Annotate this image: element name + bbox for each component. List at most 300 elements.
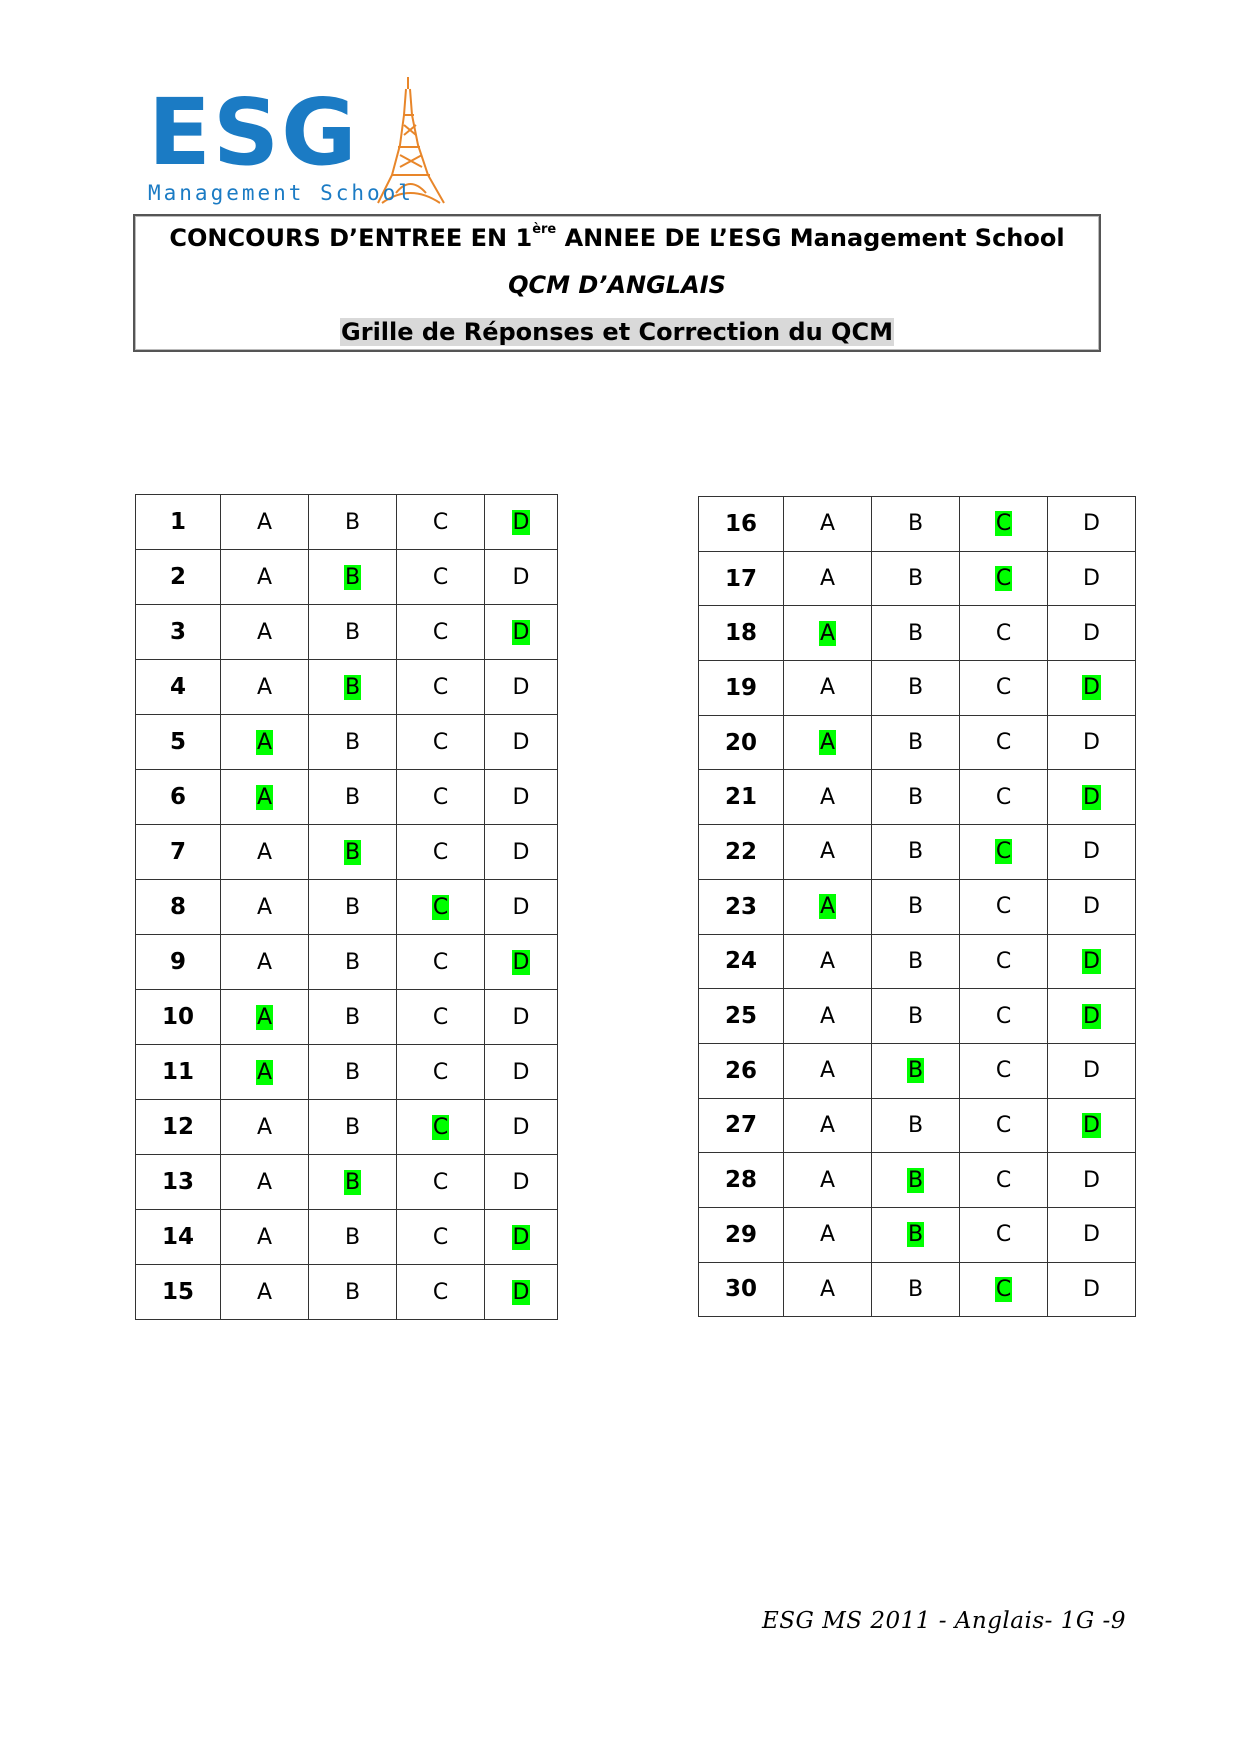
answer-table-left xyxy=(135,494,558,1320)
option-letter: A xyxy=(256,1169,273,1195)
option-cell xyxy=(485,1155,558,1210)
option-letter: D xyxy=(512,564,530,590)
option-letter: A xyxy=(256,1279,273,1305)
option-cell xyxy=(872,661,960,716)
option-cell xyxy=(221,495,309,550)
option-letter: D xyxy=(512,729,530,755)
option-letter: D xyxy=(1083,839,1100,865)
correct-option: D xyxy=(512,619,530,645)
logo-wordmark: ESG xyxy=(148,79,359,186)
option-cell xyxy=(784,879,872,934)
option-letter: D xyxy=(512,674,530,700)
option-letter: C xyxy=(432,564,449,590)
answer-row xyxy=(699,825,1136,880)
option-letter: A xyxy=(256,1224,273,1250)
correct-option: C xyxy=(432,894,449,920)
option-cell xyxy=(397,770,485,825)
correct-option: B xyxy=(344,839,361,865)
page-footer: ESG MS 2011 - Anglais- 1G -9 xyxy=(762,1608,1126,1634)
option-cell xyxy=(1048,551,1136,606)
correct-option: B xyxy=(344,1169,361,1195)
question-number: 23 xyxy=(699,879,784,934)
esg-logo xyxy=(148,75,448,210)
question-number: 11 xyxy=(136,1045,221,1100)
option-letter: D xyxy=(1083,1222,1100,1248)
option-letter: A xyxy=(256,674,273,700)
option-letter: A xyxy=(819,1003,836,1029)
option-letter: C xyxy=(995,620,1012,646)
option-cell xyxy=(960,1153,1048,1208)
option-letter: D xyxy=(512,784,530,810)
question-number: 4 xyxy=(136,660,221,715)
option-cell xyxy=(309,825,397,880)
option-letter: A xyxy=(256,619,273,645)
option-cell xyxy=(872,879,960,934)
option-letter: C xyxy=(432,1059,449,1085)
question-number: 21 xyxy=(699,770,784,825)
option-letter: B xyxy=(907,620,924,646)
option-letter: B xyxy=(344,949,361,975)
option-letter: C xyxy=(995,948,1012,974)
correct-option: C xyxy=(995,511,1012,537)
option-cell xyxy=(872,715,960,770)
option-letter: C xyxy=(995,730,1012,756)
option-letter: C xyxy=(432,1279,449,1305)
option-letter: A xyxy=(256,564,273,590)
question-number: 10 xyxy=(136,990,221,1045)
option-letter: C xyxy=(432,619,449,645)
question-number: 20 xyxy=(699,715,784,770)
option-cell xyxy=(221,1265,309,1320)
option-cell xyxy=(960,934,1048,989)
option-cell xyxy=(309,880,397,935)
option-cell xyxy=(960,661,1048,716)
option-cell xyxy=(872,1207,960,1262)
option-cell xyxy=(485,495,558,550)
document-header xyxy=(133,214,1101,352)
option-cell xyxy=(872,825,960,880)
correct-option: D xyxy=(1083,1112,1100,1138)
option-letter: C xyxy=(432,1004,449,1030)
option-letter: C xyxy=(995,1222,1012,1248)
exam-title xyxy=(135,223,1099,253)
option-cell xyxy=(784,1098,872,1153)
option-cell xyxy=(221,1045,309,1100)
option-letter: B xyxy=(907,894,924,920)
option-letter: C xyxy=(432,839,449,865)
option-cell xyxy=(397,1210,485,1265)
answer-row xyxy=(699,1207,1136,1262)
correct-option: B xyxy=(907,1167,924,1193)
correct-option: A xyxy=(819,620,836,646)
option-letter: C xyxy=(995,784,1012,810)
correct-option: B xyxy=(907,1058,924,1084)
correct-option: C xyxy=(432,1114,449,1140)
option-cell xyxy=(309,660,397,715)
option-cell xyxy=(397,1045,485,1100)
option-cell xyxy=(1048,1153,1136,1208)
option-cell xyxy=(784,1207,872,1262)
exam-title-part-2: ANNEE DE L’ESG Management School xyxy=(556,224,1065,252)
correct-option: B xyxy=(344,564,361,590)
option-cell xyxy=(397,825,485,880)
option-letter: D xyxy=(512,1169,530,1195)
question-number: 25 xyxy=(699,989,784,1044)
option-cell xyxy=(397,715,485,770)
question-number: 8 xyxy=(136,880,221,935)
question-number: 12 xyxy=(136,1100,221,1155)
option-letter: B xyxy=(907,784,924,810)
option-cell xyxy=(397,880,485,935)
option-cell xyxy=(960,551,1048,606)
option-cell xyxy=(485,550,558,605)
answer-row xyxy=(136,1155,558,1210)
option-letter: C xyxy=(432,509,449,535)
option-letter: C xyxy=(432,674,449,700)
option-letter: C xyxy=(432,1224,449,1250)
question-number: 5 xyxy=(136,715,221,770)
option-letter: A xyxy=(819,1222,836,1248)
option-cell xyxy=(872,989,960,1044)
option-cell xyxy=(221,715,309,770)
question-number: 16 xyxy=(699,497,784,552)
option-cell xyxy=(397,660,485,715)
option-cell xyxy=(960,497,1048,552)
option-cell xyxy=(1048,825,1136,880)
option-letter: A xyxy=(819,948,836,974)
option-cell xyxy=(485,1100,558,1155)
option-cell xyxy=(309,550,397,605)
option-cell xyxy=(221,605,309,660)
correct-option: D xyxy=(1083,784,1100,810)
answer-row xyxy=(136,770,558,825)
correct-option: D xyxy=(1083,948,1100,974)
exam-title-part-1: CONCOURS D’ENTREE EN 1 xyxy=(169,224,533,252)
answer-row xyxy=(699,770,1136,825)
option-letter: B xyxy=(344,1224,361,1250)
option-cell xyxy=(309,1100,397,1155)
option-cell xyxy=(784,497,872,552)
correct-option: A xyxy=(819,730,836,756)
option-letter: B xyxy=(344,619,361,645)
option-cell xyxy=(1048,606,1136,661)
question-number: 28 xyxy=(699,1153,784,1208)
option-letter: A xyxy=(256,894,273,920)
option-cell xyxy=(1048,1043,1136,1098)
option-letter: C xyxy=(432,729,449,755)
answer-row xyxy=(699,661,1136,716)
logo-subtitle: Management School xyxy=(148,181,414,205)
answer-row xyxy=(136,1045,558,1100)
option-cell xyxy=(872,770,960,825)
option-letter: D xyxy=(1083,1167,1100,1193)
option-cell xyxy=(485,660,558,715)
correct-option: A xyxy=(256,729,273,755)
option-cell xyxy=(784,770,872,825)
option-letter: D xyxy=(1083,1276,1100,1302)
option-cell xyxy=(221,825,309,880)
option-letter: A xyxy=(819,784,836,810)
option-letter: A xyxy=(819,511,836,537)
option-letter: B xyxy=(907,948,924,974)
question-number: 27 xyxy=(699,1098,784,1153)
option-cell xyxy=(309,1210,397,1265)
answer-row xyxy=(699,1262,1136,1317)
option-letter: B xyxy=(344,509,361,535)
option-cell xyxy=(397,495,485,550)
option-cell xyxy=(485,1210,558,1265)
option-cell xyxy=(309,1265,397,1320)
option-cell xyxy=(485,715,558,770)
answer-grid-title xyxy=(135,317,1099,347)
option-letter: A xyxy=(256,509,273,535)
option-cell xyxy=(1048,934,1136,989)
option-cell xyxy=(485,935,558,990)
option-cell xyxy=(309,1045,397,1100)
option-letter: D xyxy=(1083,566,1100,592)
question-number: 2 xyxy=(136,550,221,605)
option-letter: C xyxy=(995,894,1012,920)
correct-option: A xyxy=(256,784,273,810)
option-cell xyxy=(397,1155,485,1210)
option-letter: D xyxy=(512,1059,530,1085)
option-cell xyxy=(1048,497,1136,552)
option-cell xyxy=(960,989,1048,1044)
option-cell xyxy=(397,990,485,1045)
option-cell xyxy=(784,606,872,661)
correct-option: D xyxy=(512,1279,530,1305)
option-letter: B xyxy=(344,729,361,755)
option-letter: D xyxy=(512,1004,530,1030)
correct-option: B xyxy=(907,1222,924,1248)
option-cell xyxy=(1048,879,1136,934)
question-number: 26 xyxy=(699,1043,784,1098)
option-cell xyxy=(309,715,397,770)
option-cell xyxy=(960,1262,1048,1317)
option-cell xyxy=(784,934,872,989)
option-letter: B xyxy=(344,1004,361,1030)
option-letter: B xyxy=(907,1003,924,1029)
option-cell xyxy=(309,990,397,1045)
option-letter: B xyxy=(907,675,924,701)
question-number: 29 xyxy=(699,1207,784,1262)
option-letter: A xyxy=(819,675,836,701)
option-cell xyxy=(397,935,485,990)
answer-row xyxy=(699,989,1136,1044)
correct-option: C xyxy=(995,839,1012,865)
option-cell xyxy=(960,825,1048,880)
question-number: 18 xyxy=(699,606,784,661)
option-cell xyxy=(1048,770,1136,825)
option-cell xyxy=(485,1265,558,1320)
answer-row xyxy=(699,551,1136,606)
option-letter: D xyxy=(1083,511,1100,537)
answer-row xyxy=(136,660,558,715)
option-letter: D xyxy=(512,839,530,865)
option-cell xyxy=(784,1043,872,1098)
option-cell xyxy=(1048,715,1136,770)
correct-option: D xyxy=(1083,1003,1100,1029)
option-letter: A xyxy=(819,566,836,592)
correct-option: D xyxy=(512,949,530,975)
option-cell xyxy=(221,935,309,990)
option-letter: C xyxy=(995,1058,1012,1084)
question-number: 30 xyxy=(699,1262,784,1317)
option-letter: C xyxy=(432,784,449,810)
answer-row xyxy=(699,1043,1136,1098)
option-letter: B xyxy=(907,566,924,592)
answer-row xyxy=(136,990,558,1045)
option-cell xyxy=(485,770,558,825)
correct-option: C xyxy=(995,566,1012,592)
option-cell xyxy=(872,497,960,552)
option-letter: B xyxy=(907,839,924,865)
correct-option: D xyxy=(1083,675,1100,701)
option-cell xyxy=(485,990,558,1045)
answer-row xyxy=(136,825,558,880)
option-letter: C xyxy=(432,949,449,975)
option-cell xyxy=(1048,1262,1136,1317)
answer-row xyxy=(136,1210,558,1265)
option-cell xyxy=(960,1098,1048,1153)
answer-row xyxy=(699,934,1136,989)
option-letter: B xyxy=(907,730,924,756)
correct-option: B xyxy=(344,674,361,700)
option-cell xyxy=(309,1155,397,1210)
question-number: 14 xyxy=(136,1210,221,1265)
option-cell xyxy=(397,1100,485,1155)
option-cell xyxy=(960,715,1048,770)
answer-row xyxy=(136,1100,558,1155)
option-cell xyxy=(221,880,309,935)
option-cell xyxy=(397,605,485,660)
answer-row xyxy=(136,495,558,550)
answer-row xyxy=(136,550,558,605)
question-number: 13 xyxy=(136,1155,221,1210)
option-letter: A xyxy=(256,1114,273,1140)
option-cell xyxy=(309,495,397,550)
option-cell xyxy=(784,715,872,770)
option-cell xyxy=(872,1098,960,1153)
answer-row xyxy=(699,606,1136,661)
answer-grid-title-text: Grille de Réponses et Correction du QCM xyxy=(341,318,893,346)
option-cell xyxy=(872,551,960,606)
exam-title-superscript: ère xyxy=(532,222,557,237)
option-cell xyxy=(1048,1207,1136,1262)
question-number: 1 xyxy=(136,495,221,550)
option-letter: A xyxy=(819,1112,836,1138)
option-letter: D xyxy=(512,1114,530,1140)
option-letter: C xyxy=(995,1167,1012,1193)
option-letter: B xyxy=(344,894,361,920)
option-cell xyxy=(872,1153,960,1208)
question-number: 24 xyxy=(699,934,784,989)
correct-option: D xyxy=(512,509,530,535)
option-cell xyxy=(872,1043,960,1098)
option-cell xyxy=(784,825,872,880)
option-cell xyxy=(960,879,1048,934)
option-cell xyxy=(960,1043,1048,1098)
answer-row xyxy=(699,497,1136,552)
option-cell xyxy=(221,550,309,605)
option-cell xyxy=(485,605,558,660)
answer-row xyxy=(136,880,558,935)
question-number: 3 xyxy=(136,605,221,660)
option-cell xyxy=(485,825,558,880)
option-cell xyxy=(397,550,485,605)
question-number: 6 xyxy=(136,770,221,825)
option-letter: A xyxy=(819,1276,836,1302)
option-cell xyxy=(485,880,558,935)
option-cell xyxy=(221,990,309,1045)
option-cell xyxy=(1048,661,1136,716)
answer-row xyxy=(699,1098,1136,1153)
question-number: 19 xyxy=(699,661,784,716)
option-cell xyxy=(872,606,960,661)
option-cell xyxy=(872,1262,960,1317)
option-cell xyxy=(784,989,872,1044)
option-cell xyxy=(309,770,397,825)
correct-option: A xyxy=(819,894,836,920)
option-letter: B xyxy=(344,1059,361,1085)
option-letter: D xyxy=(1083,730,1100,756)
question-number: 15 xyxy=(136,1265,221,1320)
option-cell xyxy=(221,1155,309,1210)
option-letter: B xyxy=(907,1276,924,1302)
answer-row xyxy=(136,605,558,660)
option-letter: D xyxy=(1083,894,1100,920)
correct-option: A xyxy=(256,1059,273,1085)
answer-row xyxy=(699,879,1136,934)
option-letter: C xyxy=(995,675,1012,701)
correct-option: A xyxy=(256,1004,273,1030)
option-letter: D xyxy=(1083,1058,1100,1084)
option-cell xyxy=(960,606,1048,661)
option-letter: B xyxy=(344,1114,361,1140)
exam-subject: QCM D’ANGLAIS xyxy=(508,271,726,299)
option-letter: B xyxy=(907,511,924,537)
option-cell xyxy=(960,770,1048,825)
option-cell xyxy=(485,1045,558,1100)
option-letter: D xyxy=(1083,620,1100,646)
question-number: 9 xyxy=(136,935,221,990)
option-letter: C xyxy=(995,1003,1012,1029)
option-cell xyxy=(784,551,872,606)
option-cell xyxy=(1048,1098,1136,1153)
correct-option: D xyxy=(512,1224,530,1250)
option-letter: B xyxy=(344,784,361,810)
option-cell xyxy=(1048,989,1136,1044)
option-cell xyxy=(221,770,309,825)
answer-row xyxy=(699,1153,1136,1208)
option-letter: A xyxy=(256,949,273,975)
option-letter: C xyxy=(995,1112,1012,1138)
option-letter: A xyxy=(819,839,836,865)
option-letter: A xyxy=(819,1167,836,1193)
option-letter: A xyxy=(819,1058,836,1084)
correct-option: C xyxy=(995,1276,1012,1302)
question-number: 17 xyxy=(699,551,784,606)
option-cell xyxy=(397,1265,485,1320)
option-cell xyxy=(960,1207,1048,1262)
answer-row xyxy=(136,715,558,770)
option-cell xyxy=(784,1262,872,1317)
option-cell xyxy=(309,935,397,990)
option-cell xyxy=(784,661,872,716)
option-cell xyxy=(221,660,309,715)
question-number: 22 xyxy=(699,825,784,880)
question-number: 7 xyxy=(136,825,221,880)
